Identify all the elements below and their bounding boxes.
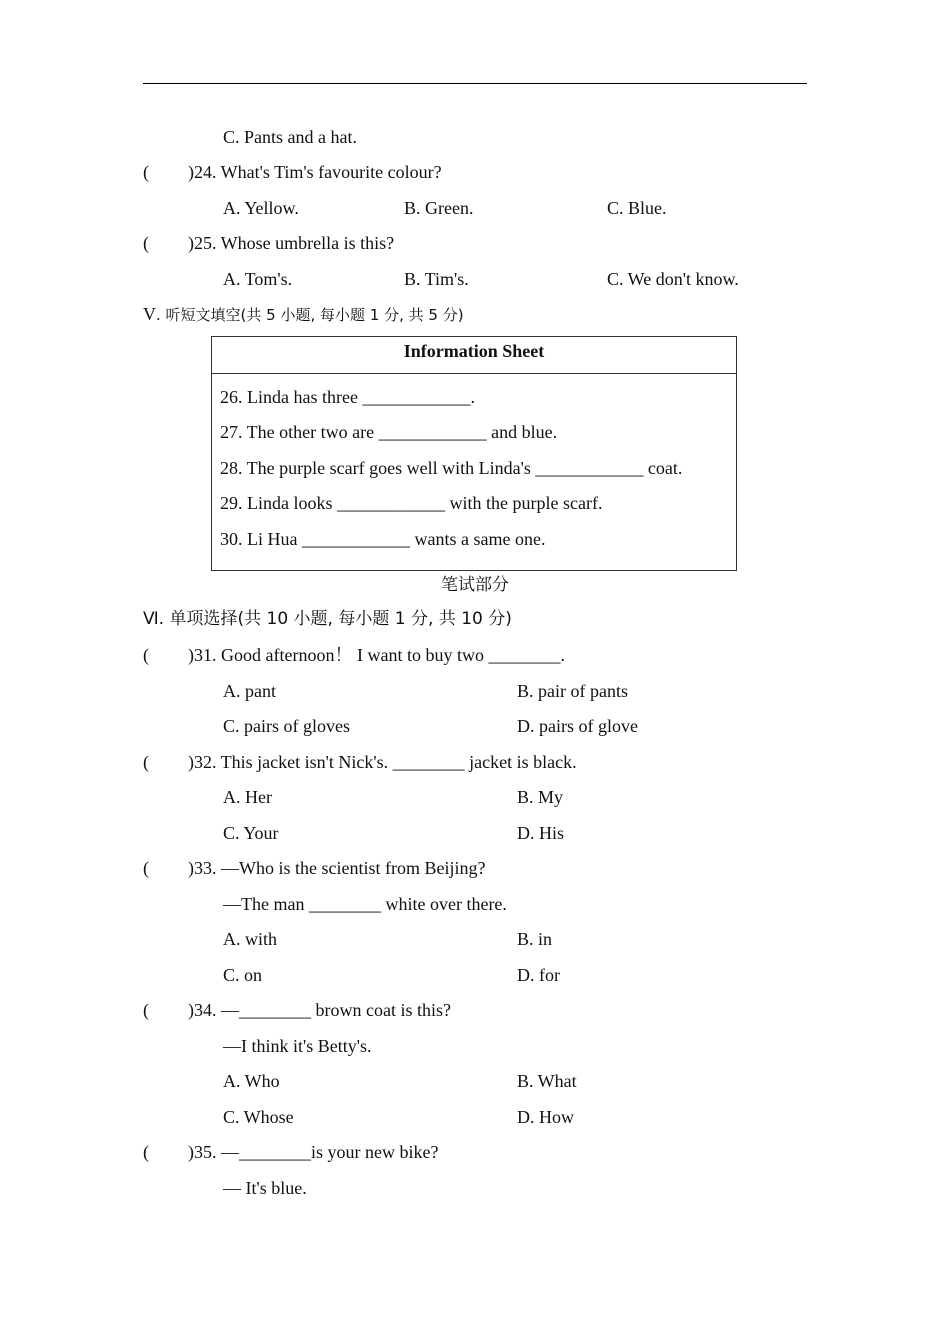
q31-option-d: D. pairs of glove	[517, 716, 638, 736]
information-sheet	[211, 336, 737, 571]
q25-option-a: A. Tom's.	[223, 269, 293, 289]
q33-answer-paren: (	[143, 858, 149, 878]
q34-option-c: C. Whose	[223, 1107, 294, 1127]
q34-answer-paren: (	[143, 1000, 149, 1020]
q25-option-b: B. Tim's.	[404, 269, 469, 289]
q34-stem: )34. —________ brown coat is this?	[188, 1000, 451, 1020]
q34-option-b: B. What	[517, 1071, 577, 1091]
q34-option-a: A. Who	[223, 1071, 280, 1091]
q35-answer-paren: (	[143, 1142, 149, 1162]
q24-option-b: B. Green.	[404, 198, 474, 218]
q24-stem: )24. What's Tim's favourite colour?	[188, 162, 442, 182]
info-item-27: 27. The other two are ____________ and blue.	[220, 422, 558, 442]
q25-stem: )25. Whose umbrella is this?	[188, 233, 395, 253]
q25-option-c: C. We don't know.	[607, 269, 739, 289]
q31-option-a: A. pant	[223, 681, 276, 701]
q32-option-c: C. Your	[223, 823, 279, 843]
section-5-title: . 听短文填空(共 5 小题, 每小题 1 分, 共 5 分)	[156, 306, 464, 324]
q24-answer-paren: (	[143, 162, 149, 182]
section-6-heading: Ⅵ. 单项选择(共 10 小题, 每小题 1 分, 共 10 分)	[143, 609, 512, 629]
information-sheet-title: Information Sheet	[212, 337, 736, 374]
info-item-30: 30. Li Hua ____________ wants a same one.	[220, 529, 546, 549]
q32-stem: )32. This jacket isn't Nick's. ________ jacket is black.	[188, 752, 577, 772]
q25-answer-paren: (	[143, 233, 149, 253]
written-part-title: 笔试部分	[441, 575, 509, 595]
q31-stem: )31. Good afternoon！ I want to buy two ________.	[188, 645, 565, 665]
q33-stem-reply: —The man ________ white over there.	[223, 894, 507, 914]
q33-option-b: B. in	[517, 929, 553, 949]
q33-option-d: D. for	[517, 965, 560, 985]
section-5-heading	[143, 303, 464, 327]
q24-option-a: A. Yellow.	[223, 198, 299, 218]
q34-option-d: D. How	[517, 1107, 574, 1127]
q33-stem: )33. —Who is the scientist from Beijing?	[188, 858, 486, 878]
q33-option-c: C. on	[223, 965, 263, 985]
q32-option-d: D. His	[517, 823, 565, 843]
info-item-29: 29. Linda looks ____________ with the purple scarf.	[220, 493, 603, 513]
info-item-28: 28. The purple scarf goes well with Linda's ____________ coat.	[220, 458, 683, 478]
q33-option-a: A. with	[223, 929, 277, 949]
q23-option-c: C. Pants and a hat.	[223, 127, 357, 147]
info-item-26: 26. Linda has three ____________.	[220, 387, 475, 407]
q24-option-c: C. Blue.	[607, 198, 667, 218]
q32-option-a: A. Her	[223, 787, 272, 807]
q35-stem-reply: — It's blue.	[223, 1178, 307, 1198]
header-rule	[143, 83, 807, 84]
section-5-numeral: V	[143, 304, 156, 324]
q34-stem-reply: —I think it's Betty's.	[223, 1036, 372, 1056]
q31-option-b: B. pair of pants	[517, 681, 628, 701]
q32-answer-paren: (	[143, 752, 149, 772]
q32-option-b: B. My	[517, 787, 564, 807]
q35-stem: )35. —________is your new bike?	[188, 1142, 439, 1162]
q31-answer-paren: (	[143, 645, 149, 665]
q31-option-c: C. pairs of gloves	[223, 716, 350, 736]
